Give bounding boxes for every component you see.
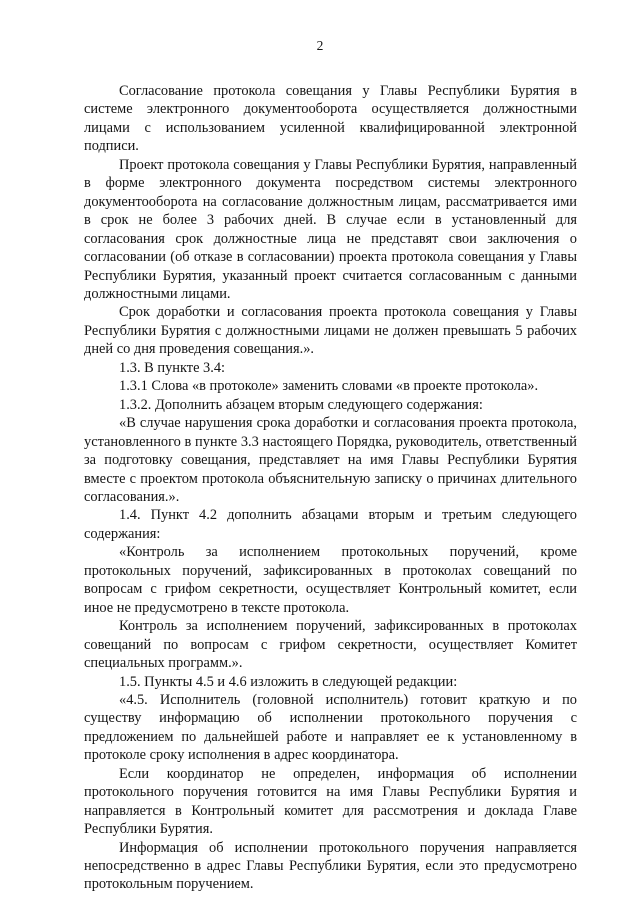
paragraph-control-committee: «Контроль за исполнением протокольных поручений, кроме протокольных поручений, зафиксированных в протоколах совещаний по вопросам с грифом секретности, осуществляет Контрольный комитет, если иное не предусмотрено в тексте протокола.: [84, 544, 577, 616]
paragraph-item-1-3: 1.3. В пункте 3.4:: [119, 359, 226, 376]
paragraph-item-4-5: «4.5. Исполнитель (головной исполнитель) готовит краткую и по существу информацию об исполнении протокольного поручения с предложением по дальнейшей работе и направляет ее к установленному в протоколе сроку исполнения в адрес координатора.: [84, 691, 577, 764]
paragraph-item-1-4: 1.4. Пункт 4.2 дополнить абзацами вторым и третьим следующего содержания:: [84, 507, 577, 542]
paragraph-approval-terms: Проект протокола совещания у Главы Республики Бурятия, направленный в форме электронного документа посредством системы электронного документооборота на согласование должностным лицам, рассматривается ими в срок не более 3 рабочих дней. В случае если в установленный для согласования срок должностные лица не представят свои заключения о согласовании (об отказе в согласовании) проекта протокола совещания у Главы Республики Бурятия, указанный проект считается согласованным с данными должностными лицами.: [84, 156, 577, 302]
page-number: 2: [316, 38, 324, 53]
paragraph-item-1-3-2: 1.3.2. Дополнить абзацем вторым следующего содержания:: [119, 396, 483, 413]
paragraph-special-programs: Контроль за исполнением поручений, зафиксированных в протоколах совещаний по вопросам с грифом секретности, осуществляет Комитет специальных программ.».: [84, 618, 577, 672]
paragraph-no-coordinator: Если координатор не определен, информация об исполнении протокольного поручения готовится на имя Главы Республики Бурятия и направляется в Контрольный комитет для рассмотрения и доклада Главе Республики Бурятия.: [84, 765, 577, 838]
paragraph-direct-report: Информация об исполнении протокольного поручения направляется непосредственно в адрес Главы Республики Бурятия, если это предусмотрено протокольным поручением.: [84, 839, 577, 893]
document-body: [84, 82, 577, 894]
paragraph-approval-system: Согласование протокола совещания у Главы Республики Бурятия в системе электронного документооборота осуществляется должностными лицами с использованием усиленной квалифицированной электронной подписи.: [84, 83, 577, 155]
paragraph-item-1-5: 1.5. Пункты 4.5 и 4.6 изложить в следующей редакции:: [119, 673, 458, 690]
paragraph-item-1-3-1: 1.3.1 Слова «в протоколе» заменить словами «в проекте протокола».: [119, 378, 539, 395]
paragraph-violation-note: «В случае нарушения срока доработки и согласования проекта протокола, установленного в пункте 3.3 настоящего Порядка, руководитель, ответственный за подготовку совещания, представляет на имя Главы Республики Бурятия вместе с проектом протокола объяснительную записку о причинах длительного согласования.».: [84, 415, 577, 505]
paragraph-revision-deadline: Срок доработки и согласования проекта протокола совещания у Главы Республики Бурятия с должностными лицами не должен превышать 5 рабочих дней со дня проведения совещания.».: [84, 304, 577, 358]
